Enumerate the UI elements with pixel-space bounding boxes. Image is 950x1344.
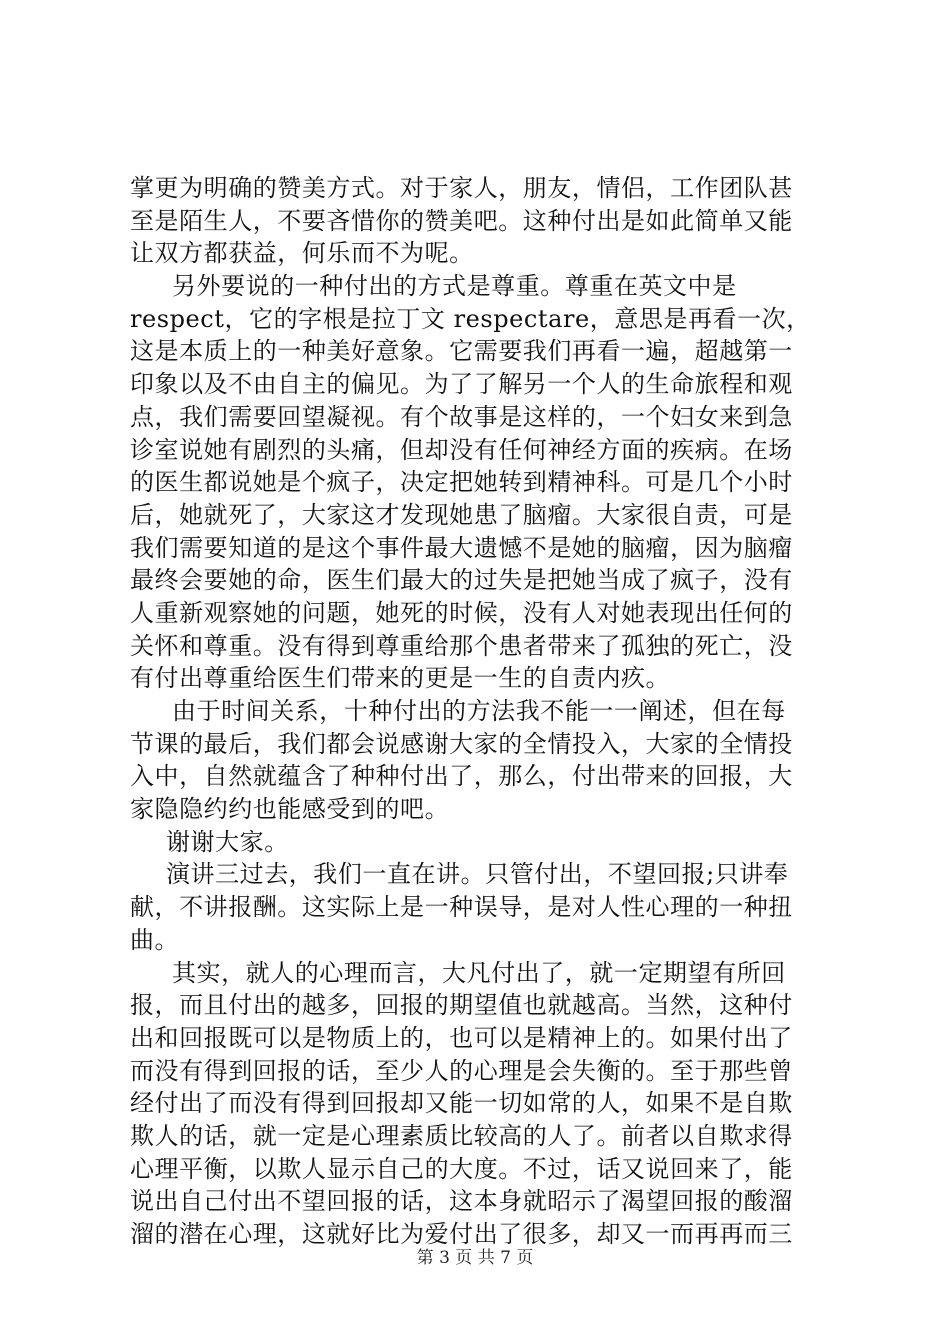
page-number-footer: 第 3 页 共 7 页 <box>416 1248 534 1268</box>
text-line: 节课的最后，我们都会说感谢大家的全情投入，大家的全情投 <box>130 729 793 758</box>
paragraph-start: 谢谢大家。 <box>166 827 289 856</box>
text-line: 心理平衡，以欺人显示自己的大度。不过，话又说回来了，能 <box>130 1154 793 1183</box>
text-line: 掌更为明确的赞美方式。对于家人，朋友，情侣，工作团队甚 <box>130 174 793 202</box>
text-line: 关怀和尊重。没有得到尊重给那个患者带来了孤独的死亡，没 <box>130 631 793 660</box>
text-line: 出和回报既可以是物质上的，也可以是精神上的。如果付出了 <box>130 1023 793 1052</box>
text-line: respect，它的字根是拉丁文 respectare，意思是再看一次， <box>130 304 811 333</box>
text-line: 让双方都获益，何乐而不为呢。 <box>130 239 474 268</box>
text-line: 至是陌生人，不要吝惜你的赞美吧。这种付出是如此简单又能 <box>130 206 793 235</box>
text-line: 后，她就死了，大家这才发现她患了脑瘤。大家很自责，可是 <box>130 500 793 529</box>
text-line: 溜的潜在心理，这就好比为爱付出了很多，却又一而再再而三 <box>130 1220 793 1248</box>
text-line: 诊室说她有剧烈的头痛，但却没有任何神经方面的疾病。在场 <box>130 435 793 464</box>
text-line: 人重新观察她的问题，她死的时候，没有人对她表现出任何的 <box>130 598 793 627</box>
text-line: 报，而且付出的越多，回报的期望值也就越高。当然，这种付 <box>130 991 793 1020</box>
text-line: 这是本质上的一种美好意象。它需要我们再看一遍，超越第一 <box>130 337 793 366</box>
body-text <box>130 172 832 1251</box>
text-line: 曲。 <box>130 925 180 954</box>
text-line: 我们需要知道的是这个事件最大遗憾不是她的脑瘤，因为脑瘤 <box>130 533 793 562</box>
text-line: 说出自己付出不望回报的话，这本身就昭示了渴望回报的酸溜 <box>130 1187 793 1216</box>
text-line: 而没有得到回报的话，至少人的心理是会失衡的。至于那些曾 <box>130 1056 793 1085</box>
text-line: 经付出了而没有得到回报却又能一切如常的人，如果不是自欺 <box>130 1089 793 1118</box>
text-line: 有付出尊重给医生们带来的更是一生的自责内疚。 <box>130 664 671 693</box>
text-line: 点，我们需要回望凝视。有个故事是这样的，一个妇女来到急 <box>130 402 793 431</box>
text-line: 的医生都说她是个疯子，决定把她转到精神科。可是几个小时 <box>130 468 793 497</box>
text-line: 最终会要她的命，医生们最大的过失是把她当成了疯子，没有 <box>130 566 793 595</box>
paragraph-start: 由于时间关系，十种付出的方法我不能一一阐述，但在每 <box>172 697 786 725</box>
text-line: 入中，自然就蕴含了种种付出了，那么，付出带来的回报，大 <box>130 762 793 791</box>
paragraph-start: 另外要说的一种付出的方式是尊重。尊重在英文中是 <box>172 272 737 301</box>
text-line: 印象以及不由自主的偏见。为了了解另一个人的生命旅程和观 <box>130 370 793 399</box>
text-line: 欺人的话，就一定是心理素质比较高的人了。前者以自欺求得 <box>130 1121 793 1150</box>
text-line: 献，不讲报酬。这实际上是一种误导，是对人性心理的一种扭 <box>130 893 793 922</box>
paragraph-start: 其实，就人的心理而言，大凡付出了，就一定期望有所回 <box>172 958 786 987</box>
text-line: 家隐隐约约也能感受到的吧。 <box>130 795 450 824</box>
paragraph-start: 演讲三过去，我们一直在讲。只管付出，不望回报;只讲奉 <box>166 860 789 889</box>
